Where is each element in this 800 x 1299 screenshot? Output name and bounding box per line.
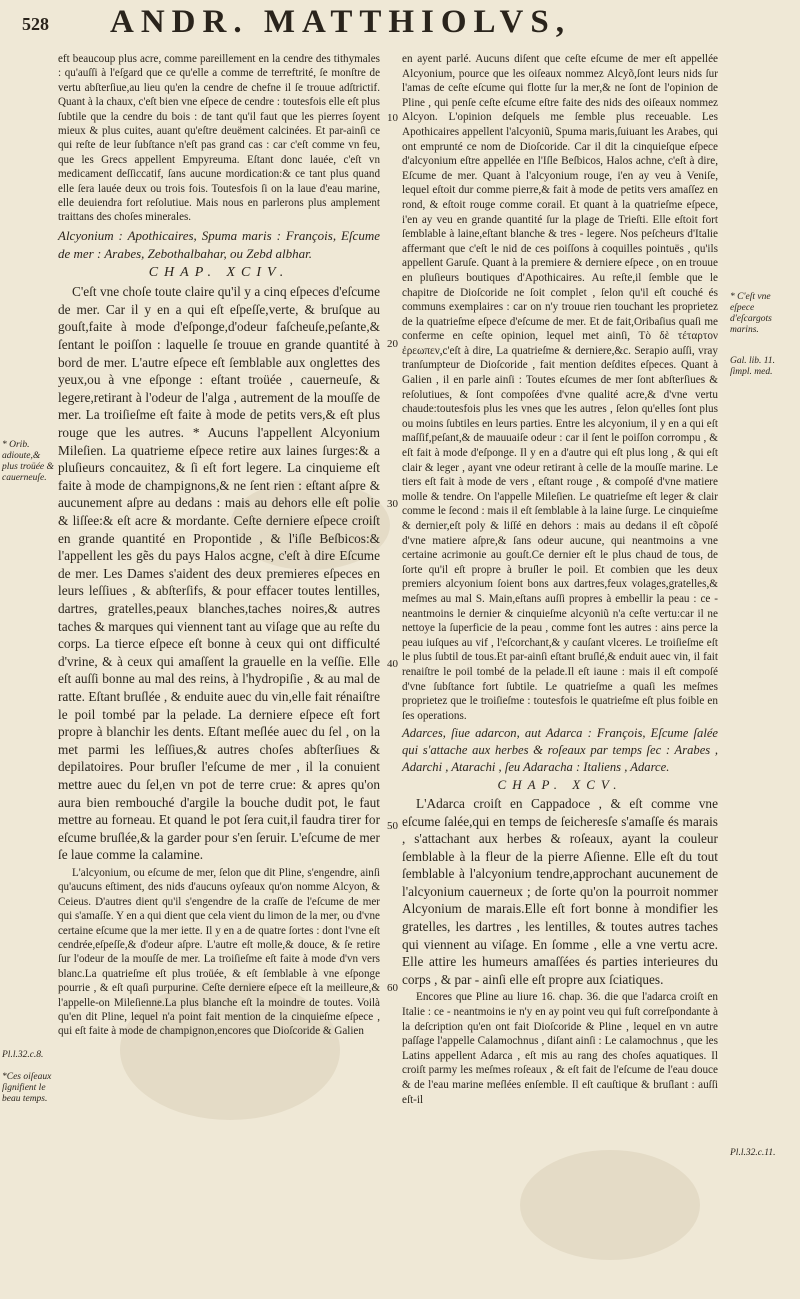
paragraph: L'Adarca croiſt en Cappadoce , & eſt comme vne eſcume ſalée,qui en temps de ſeicheresſe s'amaſſe és marais , s'attachant aux herbes & roſeaux, ayant la couleur ſemblable à la fleur de la pierre Aſienne. Elle eſt du tout ſemblable à l'alcyonium tendre,approchant aucunement de l'alcyonium cauerneux ; de ſorte qu'on la pourroit nommer Alcyonium de marais.Elle eſt fort bonne à mondifier les gratelles, les dartres , les lentilles, & toutes autres taches qui viennent au viſage. En ſomme , elle a vne vertu acre. Elle attire les humeurs amaſſées és parties interieures du corps , & par - ainſi elle eſt propre aux ſciatiques.: [402, 795, 718, 987]
paragraph: C'eſt vne choſe toute claire qu'il y a cinq eſpeces d'eſcume de mer. Car il y en a qui eſt eſpeſſe,verte, & bruſque au gouſt,faite à mode d'eſponge,d'odeur faſcheuſe,peſante,& ſentant le poiſſon : laquelle ſe trouue en grande quantité à bord de mer. L'autre eſpece eſt ſemblable aux onglettes des yeux,ou à vne eſponge : eſtant troüée , cauerneuſe, & legere,retirant à l'odeur de l'alga , autrement de la mouſſe de mer. La troiſieſme eſt faite à mode de petits vers,& eſt plus rouge que les autres. * Aucuns l'appellent Alcyonium Mileſien. La quatrieme eſpece retire aux laines ſurges:& a pluſieurs concauitez, & ſi eſt fort legere. La cinquieme eſt faite à mode de champignons,& ne ſent rien : eſtant aſpre & aucunement aſpre au dedans : mais au dehors elle eſt polie & liſſee:& eſt acre & mordante. Ceſte derniere eſpece croiſt en grande quantité en Propontide , & l'iſle Beſbicos:& l'appellent les gẽs du pays Halos acgne, c'eſt à dire Eſcume de mer. Les Dames s'aident des deux premieres eſpeces en leurs leſſiues , & abſterſifs, & pour effacer toutes lentilles, dartres, gratelles,peaux blanches,taches noires,& autres taches & marques qui viennent tant au viſage que au reſte du corps. La tierce eſpece eſt bonne à ceux qui ont difficulté d'vrine, & à ceux qui amaſſent la grauelle en la veſſie. Elle eſt auſſi bonne au mal des reins, à l'hydropiſie , & au mal de ratte. Eſtant bruſlée , & enduite auec du vin,elle fait rénaiſtre le poil tombé par la pelade. La derniere eſpece eſt fort propre à blanchir les dents. Eſtant meſlée auec du ſel , on la met parmi les leſſiues,& autres choſes abſterſiues & depilatoires. Pour bruſler l'eſcume de mer , il la conuient mettre auec du ſel,en vn pot de terre crue: & apres qu'on aura bien rembouché d'argile la bouche dudit pot, le faut mettre au forneau. Et quand le pot ſera cuit,il faudra tirer for eſcume bruſlée,& la garder pour s'en ſeruir. L'eſcume de mer ſe laue comme la calamine.: [58, 284, 380, 863]
paper-stain: [520, 1150, 700, 1260]
left-column: [58, 52, 380, 1041]
paragraph: en ayent parlé. Aucuns diſent que ceſte eſcume de mer eſt appellée Alcyonium, pource que les oiſeaux nommez Alcyõ,ſont leurs nids ſur l'amas de ceſte eſcume qui flotte ſur la mer,& ne ſont de l'opinion de Pline , qui penſe ceſte eſcume eſtre faite des nids des oiſeaux nommez Alcyon. L'opinion deſquels me ſemble plus receuable. Les Apothicaires appellent l'alcyoniũ, Spuma maris,ſuiuant les Arabes, qui ont emprunté ce nom de Dioſcoride. Car il dit la cinquieſque eſpece d'alcyonium eſtre appellée en l'Iſle Beſbicos, Halos achne, c'eſt à dire, Eſcume de mer. Quant à l'alcyonium rouge, i'en ay veu à Veniſe, lequel eſtoit dur comme pierre,& fait à mode de petits vers amaſſez en rond, & eſtoit rouge comme corail. Et quant à la quatrieſme eſpece, i'en ay veu en grande quantité ſur la plage de Trieſti. Elle eſtoit fort ſemblable à laine,eſtant blanche & tres - legere. Nos peſcheurs d'Italie affermant que c'eſt le nid de ces poiſſons à coquilles pointuës , qu'ils appellent Garuſe. Quant à la premiere & derniere eſpece , on en trouue en pluſieurs boutiques d'Apothicaires. Au reſte,il ſemble que le chapitre de Dioſcoride ne ſoit complet , ſelon qu'il eſt couché és communs exemplaires : car on n'y trouue rien touchant les proprietez de la quatrieſme eſpece d'eſcume de mer. Et de fait,Oribaſius quaſi me conferme en ceſte opinion, lequel met ainſi, Τὸ δὲ τέταρτον ἐρεωπεν,c'eſt à dire, La quatrieſme & derniere,&c. Serapio auſſi, vray tranſumpteur de Dioſcoride , fait mention deſdites eſpeces. Quant à Galien , il en parle ainſi : Toutes eſcumes de mer ſont abſterſiues & reſolutiues, & ſont compoſées d'vne qualité acre,& d'vne vertu chaude:toutesfois plus les vnes que les autres , ſelon qu'elles ſont plus ou moins ſubtiles en leurs parties. Entre les alcyonium, il y en a qui eſt maſſif,peſant,& de mauuaiſe odeur : car il ſent le poiſſon corrompu , & eſt fait à mode d'eſponge. Il y en a d'autre qui eſt plus long , & qui eſt clair & leger , ayant vne odeur retirant à celle de la mouſſe marine. Le tiers eſt fait à mode de vers , eſtant rouge , & compoſé d'vne matiere molle & tendre. On l'appelle Mileſien. Le quatrieſme eſt leger & clair comme le ſecond : mais il eſt ſemblable à la laine ſurge. Le cinquieſme & dernier,eſt poly & liſſé en dehors : mais au dedans il eſt cõpoſé d'vne matiere aſpre,& ſans odeur aucune, qui neantmoins a vne certaine acrimonie au gouſt.Ce dernier eſt le plus chaud de tous, de ſorte qu'il eſt propre à bruſler le poil. Et combien que les deux premiers alcyonium ſoient bons aux dartres,feux volages,gratelles,& meſmes au mal S. Main,eſtans auſſi propres à embellir la peau : ce - neantmoins le dernier & cinquieſme alcyoniũ n'a ceſte vertu:car il ne nettoye la ſuperficie de la peau , comme font les autres : ains perce la peau iuſques au vif , l'eſcorchant,& y cauſant vlceres. Le troiſieſme eſt le plus ſubtil de tous.Et par-ainſi eſtant bruſlé,& enduit auec vin, il fait renaiſtre le poil tombé de la pelade.Il eſt iaune : mais il eſt compoſé d'vne ſubſtance fort ſubtile. Le quatrieſme a quaſi les meſmes proprietez que le troiſieſme : toutesfois le quatrieſme eſt plus foible en ſes operations.: [402, 53, 718, 722]
margin-note: * C'eſt vne eſpece d'eſcargots marins.: [730, 292, 772, 335]
chapter-title: CHAP. XCIV.: [148, 264, 290, 280]
page-header: [0, 0, 800, 42]
section-heading: Alcyonium : Apothicaires, Spuma maris : François, Eſcume de mer : Arabes, Zebothalbahar, ou Zebd albhar.: [58, 227, 380, 261]
right-column: [402, 52, 718, 1109]
line-number: 40: [387, 658, 398, 670]
margin-note: *Ces oiſeaux ſignifient le beau temps.: [2, 1072, 52, 1104]
line-number: 50: [387, 820, 398, 832]
line-number: 60: [387, 982, 398, 994]
page-number: 528: [22, 14, 49, 34]
paragraph: eft beaucoup plus acre, comme pareillement en la cendre des tithymales : qu'auſſi à l'eſgard que ce qu'elle a comme de terreftrité, ſe monſtre de vertu abſterſiue,au lieu qu'en la cendre de chefne il ſe trouue adſtrictif. Quant à la chaux, c'eſt bien vne eſpece de cendre : toutesfois elle eſt plus ſubtile que la cendre du bois : de tant qu'il faut que les pierres ſoyent mieux & plus cuites, auant qu'eſtre deuëment calcinées. Et par-ainſi ce qui reſte de leur ſubſtance n'eſt pas grand cas : car c'eſt comme vn feu, que les Grecs appellent Empyreuma. Eſtant donc lauée, c'eſt vn medicament deſſiccatif, ſans aucune mordication:& ce tant plus quand elle ſera lauée deux ou trois fois. Toutesfois ſi on la laue d'eau marine, elle deuiendra fort reſolutiue. Mais nous en parlerons plus amplement traittans des choſes minerales.: [58, 53, 380, 224]
paragraph: L'alcyonium, ou eſcume de mer, ſelon que dit Pline, s'engendre, ainſi qu'aucuns eſtiment, des nids d'aucuns oyſeaux qu'on nomme Alcyon, & Ceieus. D'autres dient qu'il s'engendre de la craſſe de l'eſcume de mer qui s'amaſſe. Y en a qui dient que cela vient du limon de la mer, ou d'vne certaine eſcume que la mer iette. Il y en a de quatre ſortes : dont l'vne eſt cendrée,eſpeſſe,& d'odeur aſpre. L'autre eſt molle,& douce, & ſe retire ſur l'odeur de la mouſſe de mer. La troiſieſme eſt faite à mode d'vn vers blanc.La quatrieſme eſt plus troüée, & eſt ſemblable à vne eſponge pourrie , & eſt quaſi purpurine. Ceſte derniere eſpece eſt la meilleure,& l'appelle-on Mileſienne.La plus blanche eſt la moindre de toutes. Voilà qu'en dit Pline, lequel n'a point fait mention de la cinquieſme eſpece , qui eſt faite à mode de champignon,encores que Dioſcoride & Galien: [58, 866, 380, 1038]
chapter-title: CHAP. XCV.: [497, 777, 623, 793]
running-head: ANDR. MATTHIOLVS,: [110, 4, 571, 40]
line-number: 20: [387, 338, 398, 350]
line-number: 10: [387, 112, 398, 124]
paragraph: Encores que Pline au liure 16. chap. 36. die que l'adarca croiſt en Italie : ce - neantmoins ie n'y en ay point veu qui fuſt correſpondante à la deſcription qu'en ont fait Dioſcoride & Pline , lequel en vn autre paſſage l'appelle Calamochnus , diſant ainſi : Le calamochnus , que les Latins appellent Adarca , eſt mis au rang des choſes aquatiques. Il croiſt parmy les meſmes roſeaux , & eſt fait de l'eſcume de l'eau douce & de l'eau marine meſlées enſemble. Il eſt cauſtique & bruſlant : auſſi eſt-il: [402, 991, 718, 1106]
margin-note: Pl.l.32.c.11.: [730, 1148, 776, 1158]
margin-note: Gal. lib. 11. ſimpl. med.: [730, 356, 775, 377]
section-heading: Adarces, ſiue adarcon, aut Adarca : François, Eſcume ſalée qui s'attache aux herbes & roſeaux par temps ſec : Arabes , Adarchi , Atarachi , ſeu Adaracha : Italiens , Adarce.: [402, 726, 718, 775]
line-number: 30: [387, 498, 398, 510]
margin-note: Pl.l.32.c.8.: [2, 1050, 44, 1060]
margin-note: * Orib. adioute,& plus troüée & cauerneuſe.: [2, 440, 54, 483]
